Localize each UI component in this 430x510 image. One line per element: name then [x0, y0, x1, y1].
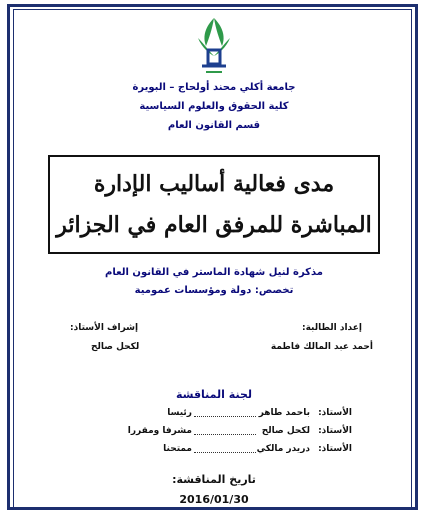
university-name: جامعة أكلي محند أولحاج – البويرة — [132, 82, 296, 93]
supervisor-name: لكحل صالح — [91, 342, 140, 352]
committee-member-row — [72, 426, 352, 440]
member-label: الأستاذ: — [318, 426, 352, 436]
committee-heading: لجنة المناقشة — [175, 388, 252, 401]
supervisor-label: إشراف الأستاذ: — [70, 323, 139, 333]
department-name: قسم القانون العام — [167, 120, 261, 131]
dotted-leader — [194, 434, 256, 435]
discussion-date-label: تاريخ المناقشة: — [172, 473, 256, 486]
faculty-name: كلية الحقوق والعلوم السياسية — [139, 101, 289, 112]
member-label: الأستاذ: — [318, 444, 352, 454]
student-name: أحمد عبد المالك فاطمة — [270, 342, 373, 352]
memo-purpose: مذكرة لنيل شهادة الماستر في القانون العام — [105, 267, 323, 278]
committee-member-row — [72, 408, 352, 422]
member-name: دريدر مالكي — [256, 444, 310, 454]
member-role: مشرفا ومقررا — [127, 426, 192, 436]
prepared-by-label: إعداد الطالبة: — [302, 323, 362, 333]
member-role: رئيسا — [167, 408, 192, 418]
thesis-title-line-1: مدى فعالية أساليب الإدارة — [93, 171, 335, 197]
member-label: الأستاذ: — [318, 408, 352, 418]
university-logo-icon — [192, 16, 236, 76]
member-role: ممتحنا — [163, 444, 192, 454]
dotted-leader — [194, 416, 256, 417]
member-name: لكحل صالح — [261, 426, 310, 436]
thesis-title-line-2: المباشرة للمرفق العام في الجزائر — [56, 212, 372, 238]
discussion-date: 2016/01/30 — [179, 493, 249, 506]
memo-specialty: تخصص: دولة ومؤسسات عمومية — [134, 285, 294, 296]
member-name: باحمد طاهر — [258, 408, 310, 418]
thesis-title-box — [48, 155, 380, 254]
committee-member-row — [72, 444, 352, 458]
dotted-leader — [194, 452, 256, 453]
